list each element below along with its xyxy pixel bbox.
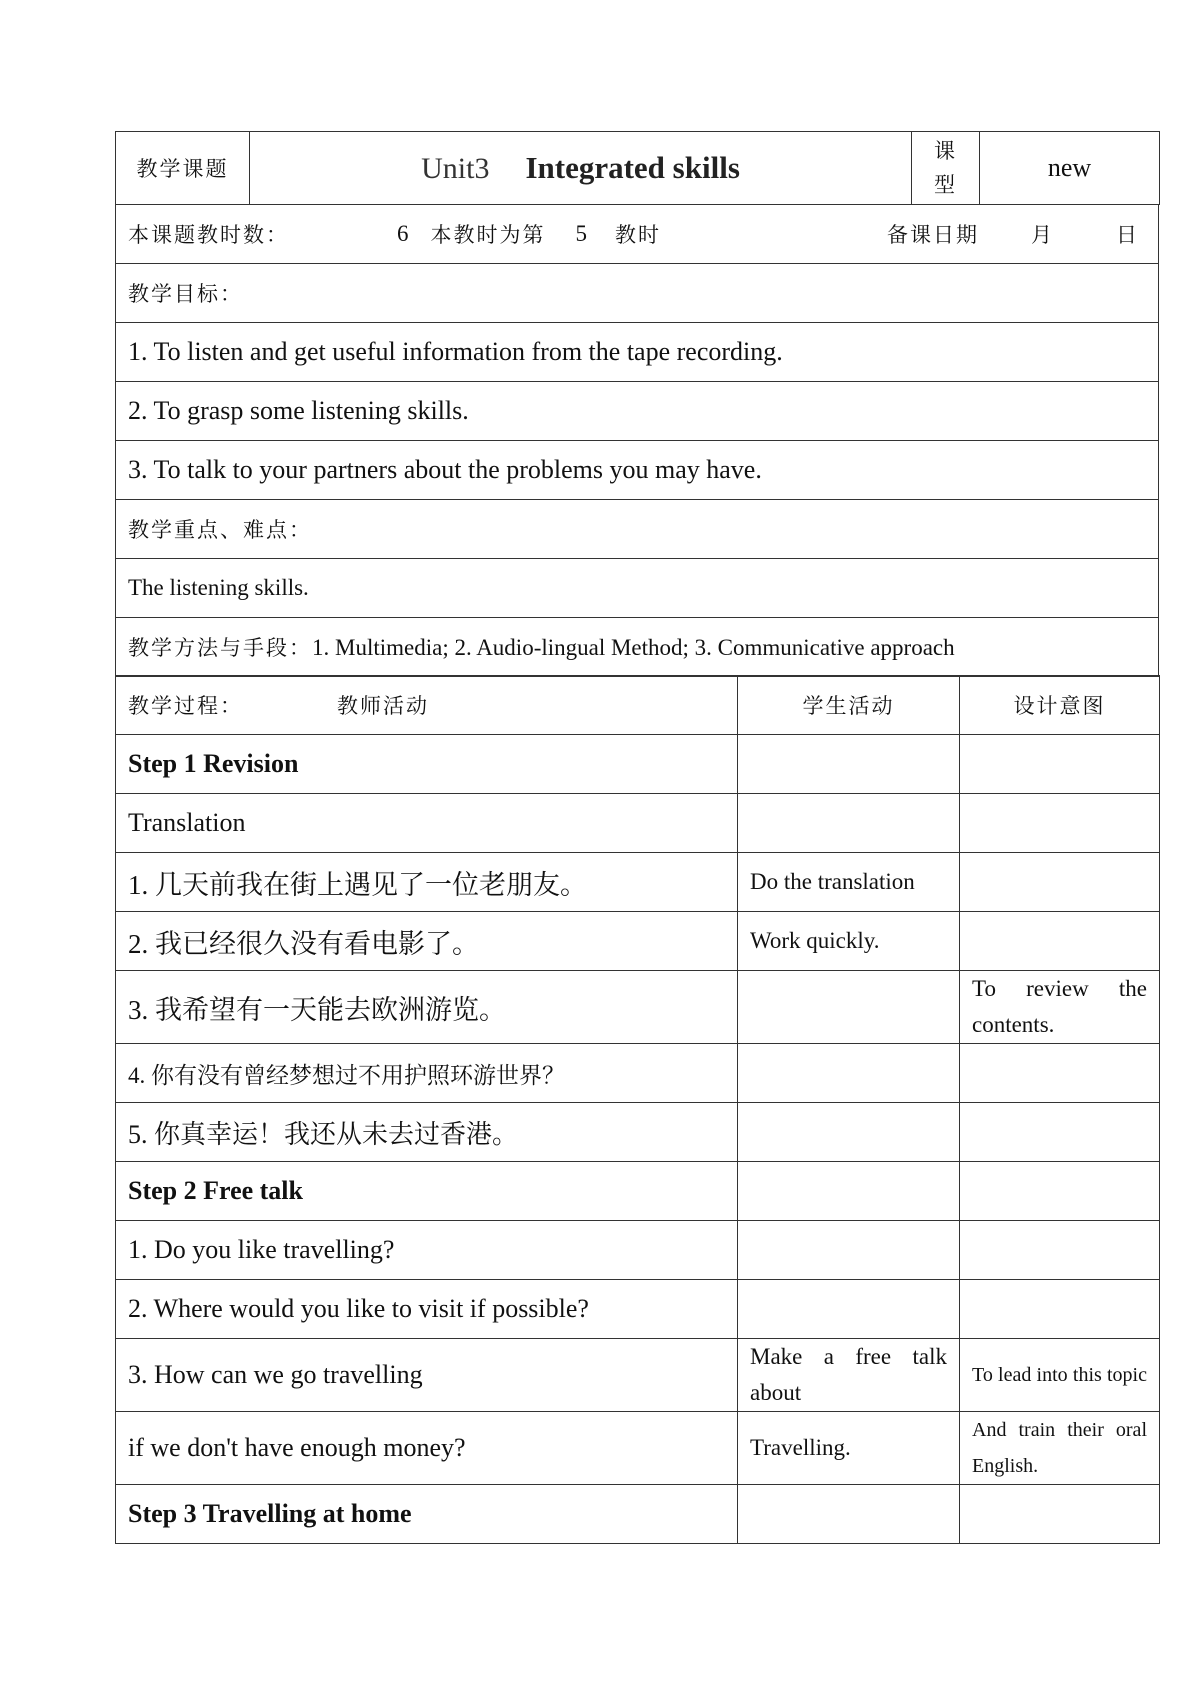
- type-label: 课 型: [912, 132, 980, 205]
- unit-label: Unit3: [421, 152, 490, 185]
- student-cell: Travelling.: [738, 1412, 960, 1485]
- objective-item: 2. To grasp some listening skills.: [116, 381, 1159, 440]
- lesson-title: Integrated skills: [525, 150, 740, 185]
- student-cell: [738, 1280, 960, 1339]
- student-cell: [738, 1044, 960, 1103]
- design-cell: And train their oral English.: [960, 1412, 1160, 1485]
- step-heading: Step 2 Free talk: [116, 1162, 738, 1221]
- student-activity-header: 学生活动: [738, 676, 960, 735]
- translation-item: 5. 你真幸运！我还从未去过香港。: [116, 1103, 738, 1162]
- current-hour-value: 5: [575, 220, 587, 246]
- student-cell: [738, 1221, 960, 1280]
- current-hour-suffix: 教时: [615, 222, 661, 247]
- methods-label: 教学方法与手段：: [128, 635, 312, 660]
- total-hours-value: 6: [397, 220, 409, 246]
- day-label: 日: [1116, 222, 1139, 247]
- objectives-table: [115, 204, 1159, 677]
- subject-label: 教学课题: [116, 132, 250, 205]
- student-cell: [738, 1103, 960, 1162]
- design-cell: [960, 1044, 1160, 1103]
- month-label: 月: [1031, 222, 1054, 247]
- objective-item: 1. To listen and get useful information from the tape recording.: [116, 322, 1159, 381]
- translation-item: 2. 我已经很久没有看电影了。: [116, 912, 738, 971]
- design-cell: To lead into this topic: [960, 1339, 1160, 1412]
- current-hour-label: 本教时为第: [430, 222, 546, 247]
- teacher-cell: 2. Where would you like to visit if possible?: [116, 1280, 738, 1339]
- methods-row: [116, 617, 1159, 676]
- design-cell: [960, 853, 1160, 912]
- key-points-label: 教学重点、难点：: [116, 499, 1159, 558]
- teacher-cell: if we don't have enough money?: [116, 1412, 738, 1485]
- teacher-cell: 3. How can we go travelling: [116, 1339, 738, 1412]
- step-heading: Step 3 Travelling at home: [116, 1485, 738, 1544]
- translation-item: 3. 我希望有一天能去欧洲游览。: [116, 971, 738, 1044]
- objective-item: 3. To talk to your partners about the problems you may have.: [116, 440, 1159, 499]
- design-cell: [960, 1162, 1160, 1221]
- header-table: [115, 131, 1160, 205]
- student-cell: Do the translation: [738, 853, 960, 912]
- student-cell: Work quickly.: [738, 912, 960, 971]
- design-cell: [960, 735, 1160, 794]
- process-header-teacher: [116, 676, 738, 735]
- type-value: new: [980, 132, 1160, 205]
- design-cell: To review the contents.: [960, 971, 1160, 1044]
- design-cell: [960, 1221, 1160, 1280]
- design-cell: [960, 1280, 1160, 1339]
- translation-item: 4. 你有没有曾经梦想过不用护照环游世界？: [116, 1044, 738, 1103]
- objectives-label: 教学目标：: [116, 263, 1159, 322]
- student-cell: [738, 1162, 960, 1221]
- lesson-plan-sheet: [115, 131, 1159, 1544]
- total-hours-label: 本课题教时数：: [128, 222, 289, 247]
- design-cell: [960, 1103, 1160, 1162]
- lesson-title-cell: [250, 132, 912, 205]
- teacher-cell: Translation: [116, 794, 738, 853]
- step-heading: Step 1 Revision: [116, 735, 738, 794]
- methods-text: 1. Multimedia; 2. Audio-lingual Method; 3. Communicative approach: [312, 634, 955, 660]
- design-cell: [960, 912, 1160, 971]
- student-cell: [738, 971, 960, 1044]
- translation-item: 1. 几天前我在街上遇见了一位老朋友。: [116, 853, 738, 912]
- key-points-text: The listening skills.: [116, 558, 1159, 617]
- teacher-activity-header: 教师活动: [337, 694, 429, 718]
- prep-date-label: 备课日期: [887, 222, 979, 247]
- design-intent-header: 设计意图: [960, 676, 1160, 735]
- student-cell: [738, 1485, 960, 1544]
- student-cell: Make a free talk about: [738, 1339, 960, 1412]
- process-table: [115, 675, 1160, 1544]
- process-label: 教学过程：: [128, 694, 243, 718]
- hours-info-row: [116, 204, 1159, 263]
- teacher-cell: 1. Do you like travelling?: [116, 1221, 738, 1280]
- design-cell: [960, 1485, 1160, 1544]
- student-cell: [738, 794, 960, 853]
- student-cell: [738, 735, 960, 794]
- design-cell: [960, 794, 1160, 853]
